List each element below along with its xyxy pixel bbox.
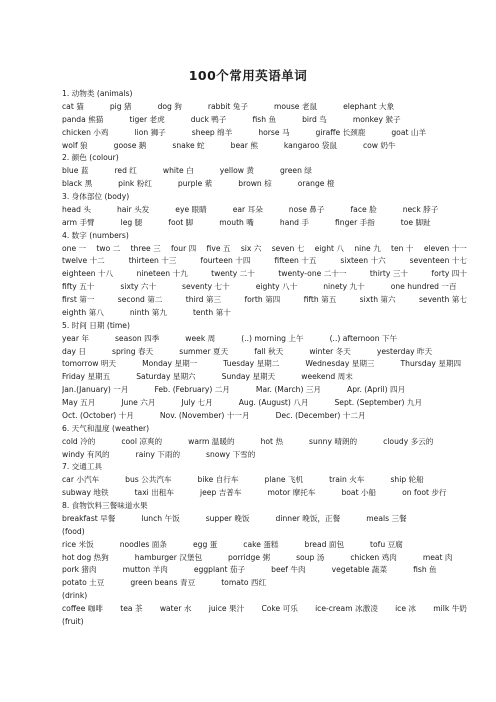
word-entry: arm 手臂 bbox=[62, 217, 95, 227]
word-entry: beef 牛肉 bbox=[271, 565, 306, 575]
word-row bbox=[62, 114, 467, 127]
section-heading: 6. 天气和温度 (weather) bbox=[62, 423, 150, 433]
word-entry: windy 有风的 bbox=[62, 449, 110, 459]
word-entry: jeep 吉普车 bbox=[200, 488, 242, 498]
word-entry: Coke 可乐 bbox=[261, 604, 298, 613]
word-row bbox=[62, 204, 467, 217]
word-entry: porridge 粥 bbox=[228, 552, 271, 562]
word-entry: pink 粉红 bbox=[118, 179, 152, 189]
word-row bbox=[62, 577, 467, 590]
word-entry: hot 热 bbox=[260, 436, 284, 446]
word-entry: white 白 bbox=[162, 166, 194, 176]
word-entry: brown 棕 bbox=[238, 179, 272, 189]
section-heading: 3. 身体部位 (body) bbox=[62, 192, 130, 201]
word-entry: red 红 bbox=[114, 166, 137, 176]
word-entry: rice 米饭 bbox=[62, 539, 94, 549]
word-entry: snowy 下雪的 bbox=[206, 449, 256, 459]
word-entry: (..) afternoon 下午 bbox=[329, 333, 398, 343]
word-row bbox=[62, 358, 467, 371]
word-entry: Aug. (August) 八月 bbox=[238, 398, 309, 407]
word-entry: mutton 羊肉 bbox=[122, 565, 168, 575]
word-row bbox=[62, 294, 467, 307]
word-entry: six 六 bbox=[240, 243, 262, 253]
word-entry: lion 狮子 bbox=[134, 127, 166, 137]
word-entry: tomorrow 明天 bbox=[62, 359, 117, 369]
word-entry: foot 脚 bbox=[168, 217, 194, 227]
word-entry: weekend 周末 bbox=[301, 372, 353, 382]
word-entry: Jan.(January) 一月 bbox=[62, 385, 129, 395]
word-entry: hamburger 汉堡包 bbox=[134, 552, 203, 562]
word-entry: thirty 三十 bbox=[369, 269, 409, 279]
word-entry: Monday 星期一 bbox=[142, 359, 198, 369]
word-entry: twenty-one 二十一 bbox=[278, 269, 347, 279]
word-entry: bird 鸟 bbox=[302, 114, 327, 124]
word-entry: twelve 十二 bbox=[62, 256, 105, 266]
word-entry: breakfast 早餐 bbox=[62, 513, 116, 523]
word-entry: cow 奶牛 bbox=[362, 140, 396, 150]
word-entry: seventh 第七 bbox=[418, 295, 467, 304]
word-entry: meals 三餐 bbox=[366, 513, 407, 523]
word-entry: fourteen 十四 bbox=[200, 256, 251, 266]
word-entry: soup 汤 bbox=[296, 552, 325, 562]
word-entry: first 第一 bbox=[62, 295, 95, 304]
word-entry: third 第三 bbox=[185, 295, 222, 304]
word-row bbox=[62, 564, 467, 577]
word-entry: ninth 第九 bbox=[129, 307, 167, 317]
word-row bbox=[62, 307, 467, 320]
word-entry: May 五月 bbox=[62, 398, 96, 407]
word-entry: rainy 下雨的 bbox=[135, 449, 181, 459]
word-entry: thirteen 十三 bbox=[128, 256, 177, 266]
word-entry: spring 春天 bbox=[111, 346, 154, 356]
word-entry: water 水 bbox=[159, 604, 192, 613]
word-entry: juice 果汁 bbox=[208, 604, 245, 613]
word-entry: warm 温暖的 bbox=[188, 436, 235, 446]
word-entry: supper 晚饭 bbox=[205, 513, 250, 523]
word-entry: chicken 小鸡 bbox=[62, 127, 109, 137]
word-entry: car 小汽车 bbox=[62, 475, 100, 485]
document-title: 100个常用英语单词 bbox=[188, 68, 308, 83]
word-row bbox=[62, 371, 467, 384]
word-entry: five 五 bbox=[206, 243, 231, 253]
word-row bbox=[62, 410, 467, 423]
word-entry: bus 公共汽车 bbox=[125, 475, 172, 485]
word-row bbox=[62, 268, 467, 281]
word-entry: bear 熊 bbox=[230, 140, 258, 150]
word-entry: two 二 bbox=[96, 243, 121, 253]
word-entry: ten 十 bbox=[391, 243, 414, 253]
word-entry: Oct. (October) 十月 bbox=[62, 410, 134, 420]
word-entry: pig 猪 bbox=[109, 101, 132, 111]
word-row bbox=[62, 178, 467, 191]
word-entry: ice-cream 冰激凌 bbox=[315, 604, 378, 613]
word-entry: eight 八 bbox=[314, 243, 345, 253]
word-row bbox=[62, 449, 467, 462]
word-row bbox=[62, 217, 467, 230]
word-entry: Nov. (November) 十一月 bbox=[159, 410, 250, 420]
word-entry: year 年 bbox=[62, 333, 89, 343]
word-row bbox=[62, 552, 467, 565]
word-row bbox=[62, 487, 467, 500]
word-entry: chicken 鸡肉 bbox=[350, 552, 397, 562]
word-entry: noodles 面条 bbox=[119, 539, 167, 549]
word-entry: finger 手指 bbox=[334, 217, 375, 227]
word-entry: wolf 狼 bbox=[62, 140, 88, 150]
word-entry: subway 地铁 bbox=[62, 488, 109, 498]
word-entry: kangaroo 袋鼠 bbox=[283, 140, 337, 150]
word-row bbox=[62, 346, 467, 359]
word-entry: green beans 青豆 bbox=[130, 578, 196, 588]
word-entry: toe 脚趾 bbox=[400, 217, 431, 227]
word-entry: potato 土豆 bbox=[62, 578, 105, 588]
word-entry: vegetable 蔬菜 bbox=[331, 565, 388, 575]
section-heading: 8. 食物饮料三餐味道水果 bbox=[62, 501, 148, 510]
word-entry: ice 冰 bbox=[395, 604, 417, 613]
section-heading: 4. 数字 (numbers) bbox=[62, 230, 129, 240]
word-row bbox=[62, 333, 467, 346]
word-entry: eleven 十一 bbox=[423, 243, 467, 253]
word-entry: horse 马 bbox=[258, 127, 290, 137]
word-entry: mouth 嘴 bbox=[219, 217, 254, 227]
word-entry: purple 紫 bbox=[177, 179, 213, 189]
word-row bbox=[62, 281, 467, 294]
word-entry: pork 猪肉 bbox=[62, 565, 97, 575]
word-entry: cold 冷的 bbox=[62, 436, 96, 446]
word-row bbox=[62, 436, 467, 449]
word-entry: eighth 第八 bbox=[62, 307, 104, 317]
word-entry: sheep 绵羊 bbox=[191, 127, 233, 137]
word-entry: tofu 豆腐 bbox=[370, 539, 403, 549]
word-entry: Dec. (December) 十二月 bbox=[275, 410, 366, 420]
word-entry: three 三 bbox=[130, 243, 161, 253]
word-entry: Feb. (February) 二月 bbox=[154, 385, 230, 395]
word-entry: rabbit 兔子 bbox=[207, 101, 248, 111]
word-entry: fifteen 十五 bbox=[274, 256, 317, 266]
word-entry: four 四 bbox=[170, 243, 197, 253]
word-entry: Mar. (March) 三月 bbox=[255, 385, 322, 395]
word-entry: milk 牛奶 bbox=[433, 604, 467, 613]
word-entry: one 一 bbox=[62, 243, 87, 253]
word-entry: Thursday 星期四 bbox=[400, 359, 462, 369]
word-entry: eighty 八十 bbox=[255, 282, 298, 292]
word-entry: nineteen 十九 bbox=[136, 269, 188, 279]
word-entry: meat 肉 bbox=[422, 552, 453, 562]
section-heading: 7. 交通工具 bbox=[62, 462, 103, 472]
word-entry: Wednesday 星期三 bbox=[305, 359, 375, 369]
word-entry: ship 轮船 bbox=[390, 475, 424, 485]
word-entry: seven 七 bbox=[271, 243, 305, 253]
word-entry: one hundred 一百 bbox=[390, 282, 457, 292]
word-row bbox=[62, 513, 467, 526]
word-entry: tiger 老虎 bbox=[129, 114, 165, 124]
word-entry: ninety 九十 bbox=[323, 282, 365, 292]
word-entry: week 周 bbox=[185, 333, 216, 343]
word-entry: egg 蛋 bbox=[192, 539, 218, 549]
word-entry: cake 蛋糕 bbox=[243, 539, 279, 549]
section-heading: (drink) bbox=[62, 591, 88, 601]
word-entry: hot dog 热狗 bbox=[62, 552, 109, 562]
word-entry: yesterday 昨天 bbox=[376, 346, 433, 356]
section-heading: (fruit) bbox=[62, 616, 84, 626]
word-entry: neck 脖子 bbox=[402, 204, 439, 214]
word-entry: June 六月 bbox=[121, 398, 156, 407]
word-entry: green 绿 bbox=[279, 166, 312, 176]
word-entry: taxi 出租车 bbox=[134, 488, 174, 498]
section-heading: 2. 颜色 (colour) bbox=[62, 153, 119, 163]
word-entry: twenty 二十 bbox=[211, 269, 255, 279]
word-entry: sixty 六十 bbox=[120, 282, 157, 292]
word-entry: bike 自行车 bbox=[197, 475, 239, 485]
word-entry: dinner 晚饭，正餐 bbox=[275, 513, 341, 523]
word-entry: leg 腿 bbox=[120, 217, 143, 227]
word-entry: winter 冬天 bbox=[309, 346, 351, 356]
word-entry: goose 鹅 bbox=[113, 140, 147, 150]
word-row bbox=[62, 255, 467, 268]
word-entry: season 四季 bbox=[114, 333, 160, 343]
word-entry: lunch 午饭 bbox=[141, 513, 180, 523]
word-row bbox=[62, 243, 467, 256]
word-entry: fifty 五十 bbox=[62, 282, 95, 292]
word-row bbox=[62, 474, 467, 487]
word-entry: eighteen 十八 bbox=[62, 269, 114, 279]
word-entry: mouse 老鼠 bbox=[274, 101, 318, 111]
word-entry: hair 头发 bbox=[116, 204, 150, 214]
word-entry: Friday 星期五 bbox=[62, 372, 111, 382]
word-entry: (..) morning 上午 bbox=[241, 333, 304, 343]
word-entry: summer 夏天 bbox=[179, 346, 229, 356]
word-row bbox=[62, 539, 467, 552]
word-entry: bread 面包 bbox=[304, 539, 345, 549]
word-entry: forty 四十 bbox=[431, 269, 467, 279]
word-row bbox=[62, 140, 467, 153]
word-entry: tomato 西红 bbox=[221, 578, 267, 588]
word-entry: nine 九 bbox=[354, 243, 381, 253]
word-entry: tea 茶 bbox=[120, 604, 143, 613]
word-row bbox=[62, 101, 467, 114]
word-entry: hand 手 bbox=[279, 217, 309, 227]
word-entry: Sept. (September) 九月 bbox=[334, 398, 423, 407]
word-entry: eggplant 茄子 bbox=[193, 565, 246, 575]
word-entry: Saturday 星期六 bbox=[136, 372, 196, 382]
word-entry: Sunday 星期天 bbox=[221, 372, 276, 382]
word-row bbox=[62, 384, 467, 397]
word-entry: black 黑 bbox=[62, 179, 93, 189]
word-entry: face 脸 bbox=[350, 204, 377, 214]
word-entry: cloudy 多云的 bbox=[383, 436, 434, 446]
word-entry: forth 第四 bbox=[244, 295, 281, 304]
word-entry: coffee 咖啡 bbox=[62, 604, 103, 613]
word-entry: fish 鱼 bbox=[413, 565, 437, 575]
word-entry: ear 耳朵 bbox=[232, 204, 263, 214]
word-entry: duck 鸭子 bbox=[190, 114, 227, 124]
word-entry: cat 猫 bbox=[62, 101, 84, 111]
word-entry: monkey 猴子 bbox=[352, 114, 401, 124]
word-entry: blue 蓝 bbox=[62, 166, 89, 176]
word-entry: motor 摩托车 bbox=[267, 488, 316, 498]
word-row bbox=[62, 165, 467, 178]
word-entry: on foot 步行 bbox=[402, 488, 447, 498]
section-heading: 5. 时间 日期 (time) bbox=[62, 320, 130, 330]
section-heading: 1. 动物类 (animals) bbox=[62, 89, 133, 98]
word-entry: seventeen 十七 bbox=[409, 256, 467, 266]
vocabulary-list bbox=[62, 88, 467, 629]
word-entry: goat 山羊 bbox=[391, 127, 427, 137]
word-entry: train 火车 bbox=[329, 475, 365, 485]
word-entry: sixth 第六 bbox=[359, 295, 396, 304]
word-entry: dog 狗 bbox=[157, 101, 182, 111]
word-entry: eye 眼睛 bbox=[175, 204, 207, 214]
word-entry: yellow 黄 bbox=[219, 166, 254, 176]
word-entry: Apr. (April) 四月 bbox=[347, 385, 406, 395]
word-entry: panda 熊猫 bbox=[62, 114, 104, 124]
word-entry: sixteen 十六 bbox=[340, 256, 386, 266]
word-entry: plane 飞机 bbox=[264, 475, 304, 485]
word-entry: Tuesday 星期二 bbox=[223, 359, 280, 369]
word-entry: seventy 七十 bbox=[182, 282, 230, 292]
word-row bbox=[62, 603, 467, 616]
word-entry: head 头 bbox=[62, 204, 91, 214]
word-entry: nose 鼻子 bbox=[288, 204, 325, 214]
word-row bbox=[62, 127, 467, 140]
word-entry: tenth 第十 bbox=[192, 307, 231, 317]
word-entry: cool 凉爽的 bbox=[121, 436, 163, 446]
word-entry: sunny 晴朗的 bbox=[309, 436, 358, 446]
section-heading: (food) bbox=[62, 526, 85, 536]
word-entry: orange 橙 bbox=[297, 179, 335, 189]
word-entry: snake 蛇 bbox=[172, 140, 205, 150]
word-entry: giraffe 长颈鹿 bbox=[315, 127, 366, 137]
word-entry: elephant 大象 bbox=[343, 101, 395, 111]
word-entry: fish 鱼 bbox=[252, 114, 277, 124]
word-entry: second 第二 bbox=[117, 295, 163, 304]
word-entry: fall 秋天 bbox=[254, 346, 284, 356]
word-row bbox=[62, 397, 467, 410]
word-entry: fifth 第五 bbox=[303, 295, 337, 304]
word-entry: day 日 bbox=[62, 346, 86, 356]
word-entry: boat 小船 bbox=[341, 488, 377, 498]
word-entry: July 七月 bbox=[181, 398, 213, 407]
